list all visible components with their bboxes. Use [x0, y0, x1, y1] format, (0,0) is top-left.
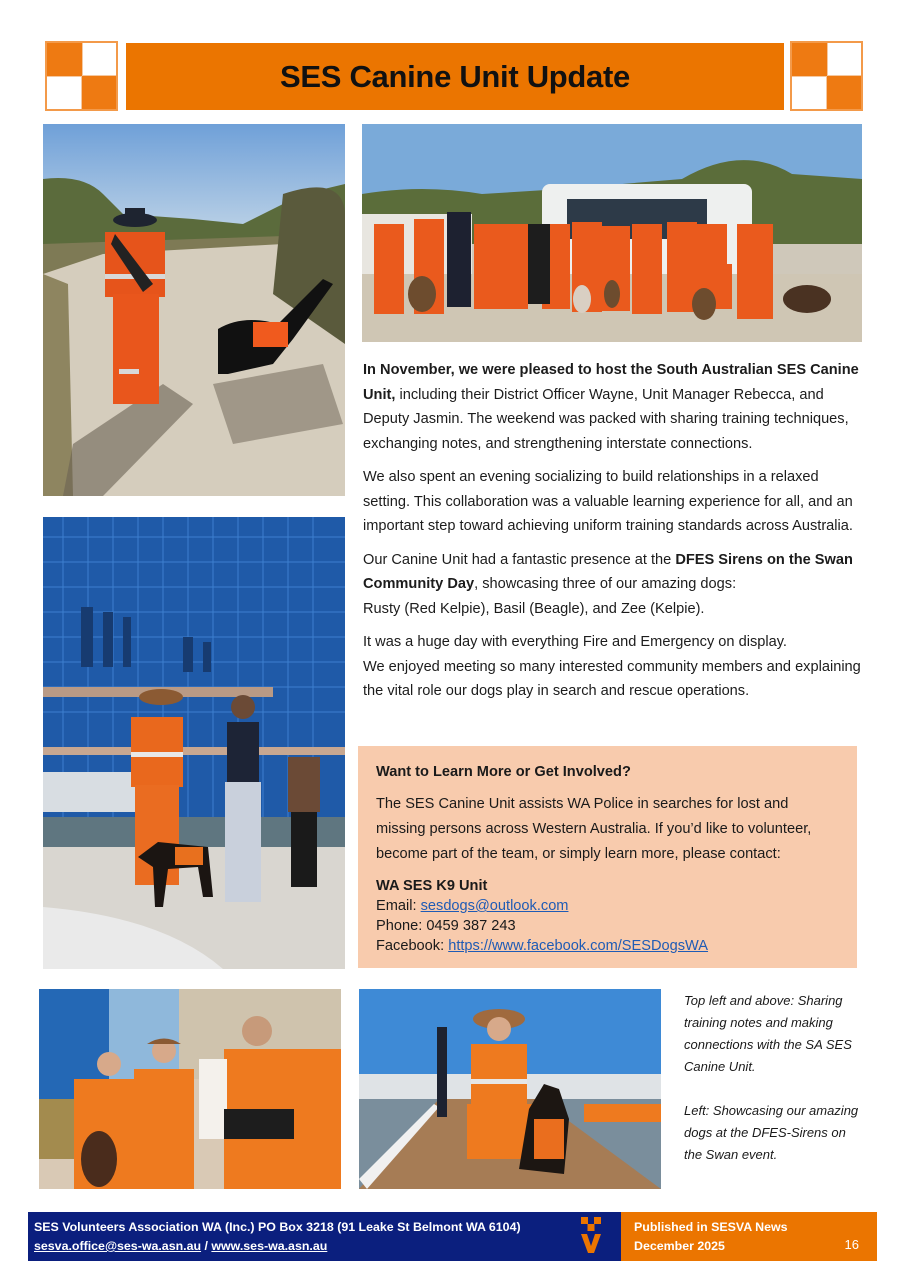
- article-p1-bold: In November, we were pleased to host the South Australian SES Canine Unit,: [363, 362, 859, 403]
- email-line: [376, 896, 839, 916]
- caption-left: Left: Showcasing our amazing dogs at the DFES-Sirens on the Swan event.: [684, 1103, 859, 1162]
- checker-logo-right: [790, 41, 863, 111]
- article-p1-rest: including their District Officer Wayne, Unit Manager Rebecca, and Deputy Jasmin. The weekend was packed with sharing training techniques, exchanging notes, and strengthening interstate connections.: [363, 386, 849, 452]
- article-paragraph-4: [363, 630, 863, 704]
- title-banner: [126, 43, 784, 110]
- photo-handler-dog-city-waterfront: [43, 517, 345, 969]
- article-body: [363, 358, 863, 713]
- checker-logo-left: [45, 41, 118, 111]
- photo-handlers-dogs-on-boat: [39, 989, 341, 1189]
- photo-handler-dog-bushland: [43, 124, 345, 496]
- photo-group-sa-wa-canine-units: [362, 124, 862, 342]
- photo-handler-kelpie-jetty: [359, 989, 661, 1189]
- article-paragraph-3: [363, 548, 863, 622]
- phone-line: [376, 916, 839, 936]
- facebook-label: Facebook:: [376, 938, 449, 954]
- footer-publication-bar: [621, 1212, 877, 1261]
- info-box-body: The SES Canine Unit assists WA Police in searches for lost and missing persons across Western Australia. If you’d like to volunteer, become part of the team, or simply learn more, please contact:: [376, 796, 812, 862]
- email-link[interactable]: sesdogs@outlook.com: [420, 898, 569, 914]
- article-p4-line1: It was a huge day with everything Fire and Emergency on display.: [363, 634, 787, 650]
- article-paragraph-2: We also spent an evening socializing to build relationships in a relaxed setting. This collaboration was a valuable learning experience for all, and an important step toward achieving uniform training standards across Australia.: [363, 469, 853, 534]
- page-number: 16: [844, 1237, 859, 1252]
- email-label: Email:: [376, 898, 421, 914]
- footer-separator: /: [201, 1239, 212, 1253]
- info-box-title: Want to Learn More or Get Involved?: [376, 764, 631, 780]
- page-title: SES Canine Unit Update: [280, 58, 630, 94]
- footer-website-link[interactable]: www.ses-wa.asn.au: [211, 1239, 328, 1253]
- caption-top: Top left and above: Sharing training notes and making connections with the SA SES Canine Unit.: [684, 993, 852, 1074]
- unit-name: WA SES K9 Unit: [376, 878, 488, 894]
- phone-label: Phone:: [376, 918, 427, 934]
- article-p3-start: Our Canine Unit had a fantastic presence at the: [363, 551, 676, 568]
- footer-email-link[interactable]: sesva.office@ses-wa.asn.au: [34, 1239, 202, 1253]
- article-paragraph-1: [363, 358, 863, 456]
- facebook-line: [376, 936, 839, 956]
- contact-details: [376, 876, 839, 956]
- article-p3-end: , showcasing three of our amazing dogs:: [474, 576, 737, 592]
- facebook-link[interactable]: https://www.facebook.com/SESDogsWA: [448, 938, 709, 954]
- sesva-logo-icon: [580, 1215, 602, 1255]
- article-p3-bold: DFES Sirens on the Swan Community Day: [363, 551, 853, 592]
- footer-org-line: SES Volunteers Association WA (Inc.) PO Box 3218 (91 Leake St Belmont WA 6104): [34, 1220, 521, 1234]
- footer-published-line: Published in SESVA News: [634, 1220, 788, 1234]
- footer-issue: December 2025: [634, 1239, 725, 1253]
- article-p3-dogs: Rusty (Red Kelpie), Basil (Beagle), and Zee (Kelpie).: [363, 600, 705, 617]
- phone-number: 0459 387 243: [426, 918, 516, 934]
- footer-address-bar: [28, 1212, 621, 1261]
- contact-info-box: [358, 746, 857, 968]
- photo-captions: [684, 990, 864, 1166]
- article-p4-line2: We enjoyed meeting so many interested community members and explaining the vital role our dogs play in search and rescue operations.: [363, 658, 861, 699]
- footer-links: [34, 1237, 621, 1256]
